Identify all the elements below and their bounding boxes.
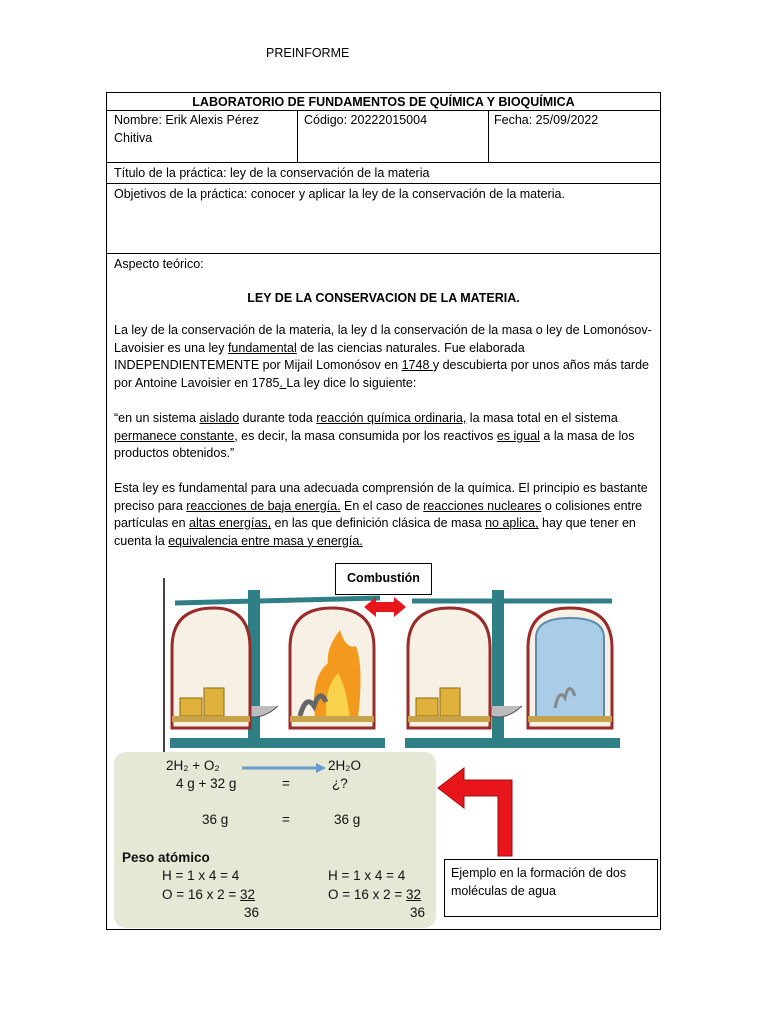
equals-1: = bbox=[282, 776, 290, 791]
reaction-arrow-icon bbox=[242, 762, 328, 774]
sum-right: 36 bbox=[410, 905, 426, 920]
h-right: H = 1 x 4 = 4 bbox=[328, 868, 406, 883]
sum-left: 36 bbox=[244, 905, 260, 920]
paragraph-2: “en un sistema aislado durante toda reacción química ordinaria, la masa total en el sistema permanece constante, es decir, la masa consumida por los reactivos es igual a la masa de los productos obtenidos.” bbox=[114, 411, 635, 461]
o-left: O = 16 x 2 = 32 bbox=[162, 887, 256, 902]
pointer-arrow-icon bbox=[436, 766, 516, 858]
combustion-label: Combustión bbox=[335, 563, 432, 595]
report-date: Fecha: 25/09/2022 bbox=[494, 113, 599, 127]
theory-label: Aspecto teórico: bbox=[114, 257, 204, 271]
peso-atomico-title: Peso atómico bbox=[122, 850, 210, 865]
total-left: 36 g bbox=[202, 812, 229, 827]
paragraph-3: Esta ley es fundamental para una adecuada comprensión de la química. El principio es bastante preciso para reacciones de baja energía. En el caso de reacciones nucleares o colisiones entre partículas en altas energías, en las que definición clásica de masa no aplica, hay que tener en cuenta la equivalencia entre masa y energía. bbox=[114, 481, 648, 548]
mass-right: ¿? bbox=[332, 776, 348, 791]
o-right: O = 16 x 2 = 32 bbox=[328, 887, 422, 902]
h-left: H = 1 x 4 = 4 bbox=[162, 868, 240, 883]
equals-2: = bbox=[282, 812, 290, 827]
preinforme-heading: PREINFORME bbox=[266, 46, 350, 60]
double-arrow-icon bbox=[362, 595, 408, 619]
total-right: 36 g bbox=[334, 812, 361, 827]
practice-objectives: Objetivos de la práctica: conocer y aplicar la ley de la conservación de la materia. bbox=[114, 187, 565, 201]
example-label: Ejemplo en la formación de dos moléculas de agua bbox=[444, 859, 658, 917]
left-balance bbox=[170, 590, 385, 748]
practice-title: Título de la práctica: ley de la conservación de la materia bbox=[114, 166, 430, 180]
student-name-line2: Chitiva bbox=[114, 131, 153, 145]
lab-title: LABORATORIO DE FUNDAMENTOS DE QUÍMICA Y BIOQUÍMICA bbox=[192, 95, 575, 109]
student-code: Código: 20222015004 bbox=[304, 113, 428, 127]
student-name bbox=[114, 111, 294, 147]
student-name-line1: Nombre: Erik Alexis Pérez bbox=[114, 113, 260, 127]
theory-heading: LEY DE LA CONSERVACION DE LA MATERIA. bbox=[247, 291, 520, 305]
paragraph-1: La ley de la conservación de la materia, la ley d la conservación de la masa o ley de Lomonósov-Lavoisier es una ley fundamental de las ciencias naturales. Fue elaborada INDEPENDIENTEMENTE por Mijail Lomonósov en 1748 y descubierta por unos años más tarde por Antoine Lavoisier en 1785. La ley dice lo siguiente: bbox=[114, 323, 652, 390]
equation-panel bbox=[114, 752, 436, 928]
product: 2H₂O bbox=[328, 758, 361, 773]
mass-left: 4 g + 32 g bbox=[176, 776, 237, 791]
right-balance bbox=[405, 590, 620, 748]
reactants: 2H₂ + O₂ bbox=[166, 758, 220, 773]
